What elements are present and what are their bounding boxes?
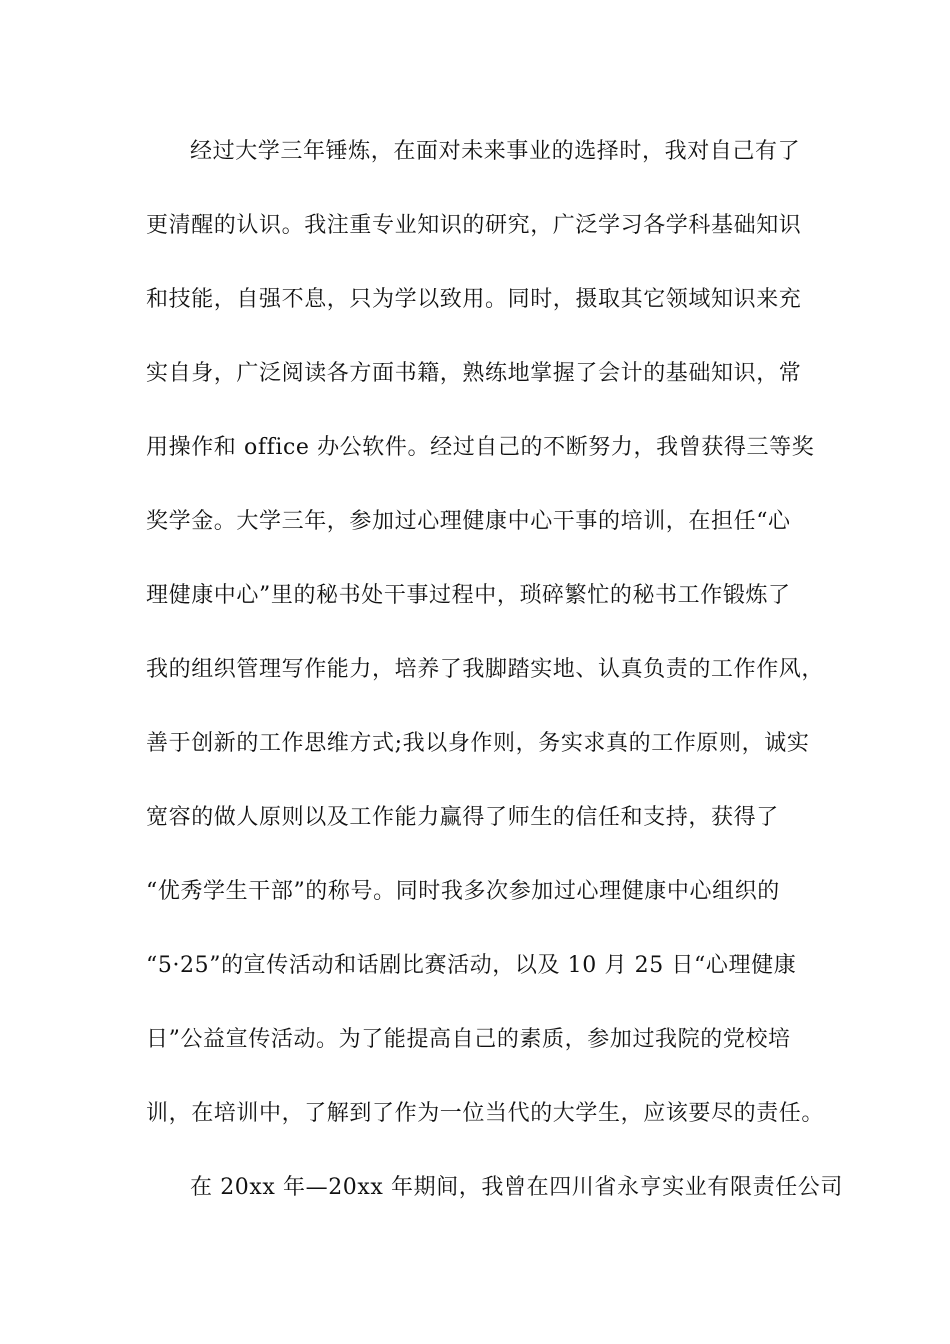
paragraph-1-line-12: “5·25”的宣传活动和话剧比赛活动，以及 10 月 25 日“心理健康 [146,953,797,978]
paragraph-1-line-3: 和技能，自强不息，只为学以致用。同时，摄取其它领域知识来充 [146,287,802,312]
paragraph-1-line-11: “优秀学生干部”的称号。同时我多次参加过心理健康中心组织的 [146,879,780,904]
paragraph-2-line-1: 在 20xx 年—20xx 年期间，我曾在四川省永亨实业有限责任公司 [190,1175,843,1200]
paragraph-1-line-13: 日”公益宣传活动。为了能提高自己的素质，参加过我院的党校培 [146,1027,791,1052]
paragraph-1-line-5: 用操作和 office 办公软件。经过自己的不断努力，我曾获得三等奖 [146,435,815,460]
paragraph-1-line-9: 善于创新的工作思维方式;我以身作则，务实求真的工作原则，诚实 [146,731,810,756]
paragraph-1-line-7: 理健康中心”里的秘书处干事过程中，琐碎繁忙的秘书工作锻炼了 [146,583,791,608]
paragraph-1-line-2: 更清醒的认识。我注重专业知识的研究，广泛学习各学科基础知识 [146,213,802,238]
paragraph-1-line-8: 我的组织管理写作能力，培养了我脚踏实地、认真负责的工作作风， [146,657,825,682]
paragraph-1-line-6: 奖学金。大学三年，参加过心理健康中心干事的培训，在担任“心 [146,509,791,534]
paragraph-1-line-10: 宽容的做人原则以及工作能力赢得了师生的信任和支持，获得了 [146,805,779,830]
paragraph-1-line-1: 经过大学三年锤炼，在面对未来事业的选择时，我对自己有了 [190,139,801,164]
paragraph-1-line-14: 训，在培训中，了解到了作为一位当代的大学生，应该要尽的责任。 [146,1101,825,1126]
paragraph-1-line-4: 实自身，广泛阅读各方面书籍，熟练地掌握了会计的基础知识，常 [146,361,802,386]
